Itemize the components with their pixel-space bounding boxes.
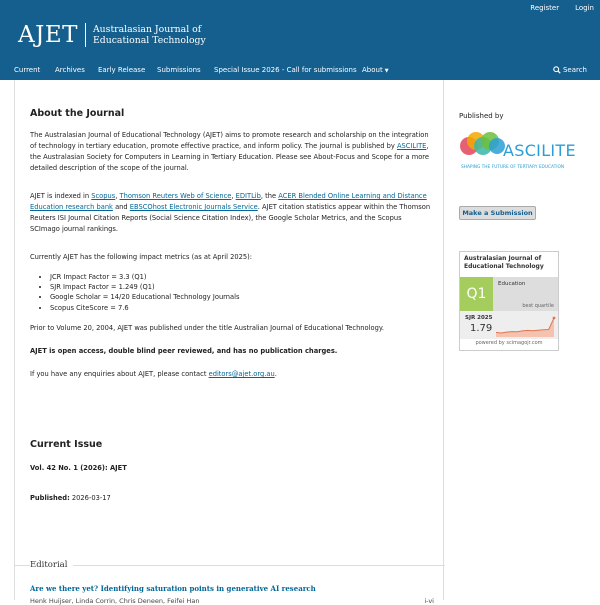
about-paragraph-4: Prior to Volume 20, 2004, AJET was published under the title Australian Journal of Educational Technology. [30,324,384,332]
nav-about-label: About [362,66,383,74]
search-label: Search [562,66,587,74]
published-by-label: Published by [459,112,504,120]
sjr-trend-area [496,318,554,337]
logo-subtitle [93,24,206,46]
sjr-journal-title: Australasian Journal of Educational Technology [464,255,544,270]
about-paragraph-3: Currently AJET has the following impact metrics (as at April 2025): [30,253,253,261]
nav-current[interactable]: Current [14,66,41,74]
sjr-footer: powered by scimagojr.com [475,340,543,346]
sjr-widget[interactable] [459,251,559,351]
about-p2-s3: , the [260,192,279,200]
about-p1-b: , the Australasian Society for Computers in Learning in Tertiary Education. Please see About-Focus and Scope for a more detailed description of the scope of the journal. [30,142,430,172]
search-icon [553,66,561,74]
scopus-link[interactable]: Scopus [91,192,116,200]
user-links [530,4,594,12]
sjr-score-row [460,311,558,339]
editlib-link[interactable]: EDITLib [235,192,261,200]
section-divider [15,565,445,566]
about-p2-b: . AJET citation statistics appear within the Thomson Reuters ISI Journal Citation Reports (Social Science Citation Index), the Google Scholar Metrics, and the Scopus SCImago journal rankings. [30,203,431,233]
sjr-label: SJR 2025 [465,315,493,321]
about-paragraph-6 [30,369,432,380]
register-link[interactable]: Register [530,4,560,12]
sjr-trend-point [553,317,556,320]
about-paragraph-2 [30,191,432,235]
site-header [0,0,600,80]
list-item: • SJR Impact Factor = 1.249 (Q1) [50,282,240,292]
sjr-trend-chart [494,313,556,337]
current-issue-title: Current Issue [30,439,103,450]
ascilite-tagline: SHAPING THE FUTURE OF TERTIARY EDUCATION [461,165,565,170]
about-p2-s4: and [112,203,130,211]
sjr-best-quartile: best quartile [522,303,554,309]
about-paragraph-5: AJET is open access, double blind peer reviewed, and has no publication charges. [30,347,338,355]
sjr-category: Education [498,281,526,287]
published-label: Published: [30,494,70,502]
login-link[interactable]: Login [575,4,594,12]
sjr-value: 1.79 [470,323,493,334]
list-item: • Google Scholar = 14/20 Educational Technology Journals [50,292,240,302]
nav-special-issue[interactable]: Special Issue 2026 - Call for submissions [214,66,357,74]
published-date [30,494,111,502]
nav-submissions[interactable]: Submissions [157,66,201,74]
main-content [14,80,444,605]
logo-subtitle-line1: Australasian Journal of [92,24,202,35]
section-heading-editorial: Editorial [30,560,73,570]
sjr-quartile-row [460,277,558,311]
nav-about[interactable] [362,66,389,74]
about-p6-a: If you have any enquiries about AJET, please contact [30,370,209,378]
ebscohost-link[interactable]: EBSCOhost Electronic Journals Service [129,203,258,211]
logo-subtitle-line2: Educational Technology [92,35,206,46]
about-p6-b: . [274,370,277,378]
published-date-value: 2026-03-17 [71,494,111,502]
logo-main-text: AJET [18,22,78,48]
about-p2-s1: , [115,192,120,200]
about-p2-s2: , [231,192,236,200]
acer-link[interactable]: ACER Blended Online Learning and Distance Education research bank [30,192,427,211]
editors-email-link[interactable]: editors@ajet.org.au [208,370,275,378]
about-paragraph-1 [30,130,432,174]
logo-divider [85,23,86,47]
impact-metrics-list [50,272,240,313]
about-title: About the Journal [30,108,125,119]
web-of-science-link[interactable]: Thomson Reuters Web of Science [119,192,232,200]
search-button[interactable] [553,66,587,74]
about-p2-a: AJET is indexed in [30,192,92,200]
nav-early-release[interactable]: Early Release [98,66,146,74]
caret-down-icon: ▼ [384,68,389,74]
list-item: • JCR Impact Factor = 3.3 (Q1) [50,272,240,282]
article-pages: i-vi [424,597,434,605]
ascilite-link[interactable]: ASCILITE [396,142,427,150]
ascilite-wordmark: ASCILITE [503,141,576,160]
nav-archives[interactable]: Archives [55,66,85,74]
main-nav [0,60,600,80]
make-submission-button[interactable]: Make a Submission [459,206,536,220]
sjr-quartile: Q1 [460,277,493,311]
article-authors: Henk Huijser, Linda Corrin, Chris Deneen, Feifei Han [30,597,200,605]
list-item: • Scopus CiteScore = 7.6 [50,303,240,313]
site-logo[interactable] [18,22,206,48]
about-p1-a: The Australasian Journal of Educational Technology (AJET) aims to promote research and scholarship on the integration of technology in tertiary education, promote effective practice, and inform policy. The journal is published by [30,131,429,150]
current-issue-volume[interactable]: Vol. 42 No. 1 (2026): AJET [30,464,127,472]
article-title-link[interactable]: Are we there yet? Identifying saturation points in generative AI research [30,584,316,593]
